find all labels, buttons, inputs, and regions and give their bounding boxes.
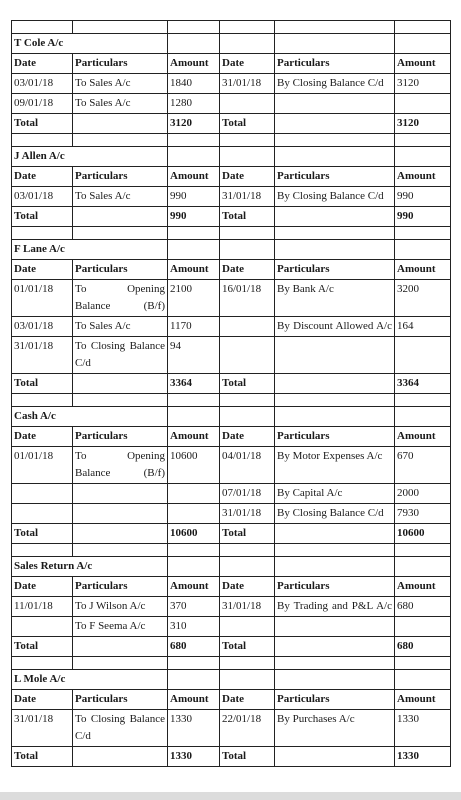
empty-cell xyxy=(168,240,220,260)
ledger-cell: 990 xyxy=(395,187,451,207)
total-row xyxy=(12,114,451,134)
ledger-cell xyxy=(220,317,275,337)
ledger-cell: 31/01/18 xyxy=(12,337,73,374)
ledger-cell: To Opening Balance (B/f) xyxy=(73,280,168,317)
total-amount: 3364 xyxy=(395,374,451,394)
total-amount: 990 xyxy=(395,207,451,227)
ledger-sheet xyxy=(11,20,450,767)
ledger-cell: 3120 xyxy=(395,74,451,94)
empty-cell xyxy=(275,407,395,427)
empty-cell xyxy=(220,240,275,260)
total-label: Total xyxy=(220,524,275,544)
ledger-cell: To Closing Balance C/d xyxy=(73,337,168,374)
ledger-table xyxy=(11,20,451,767)
ledger-cell xyxy=(220,337,275,374)
empty-cell xyxy=(275,747,395,767)
ledger-row xyxy=(12,617,451,637)
column-header-row xyxy=(12,690,451,710)
column-header: Amount xyxy=(168,167,220,187)
spacer-row xyxy=(12,21,451,34)
column-header: Amount xyxy=(168,690,220,710)
ledger-cell: By Closing Balance C/d xyxy=(275,74,395,94)
total-label: Total xyxy=(12,207,73,227)
total-label: Total xyxy=(12,114,73,134)
total-amount: 1330 xyxy=(168,747,220,767)
ledger-cell: To Sales A/c xyxy=(73,187,168,207)
ledger-cell: 1280 xyxy=(168,94,220,114)
empty-cell xyxy=(73,637,168,657)
column-header: Date xyxy=(12,690,73,710)
total-label: Total xyxy=(220,114,275,134)
total-amount: 680 xyxy=(395,637,451,657)
ledger-cell xyxy=(12,484,73,504)
ledger-row xyxy=(12,337,451,374)
ledger-cell: 2100 xyxy=(168,280,220,317)
ledger-cell: By Discount Allowed A/c xyxy=(275,317,395,337)
account-title-row xyxy=(12,670,451,690)
column-header: Particulars xyxy=(275,690,395,710)
ledger-cell: 07/01/18 xyxy=(220,484,275,504)
empty-cell xyxy=(73,114,168,134)
account-title-row xyxy=(12,147,451,167)
ledger-cell: 370 xyxy=(168,597,220,617)
total-label: Total xyxy=(12,747,73,767)
column-header: Date xyxy=(220,54,275,74)
empty-cell xyxy=(275,670,395,690)
column-header: Amount xyxy=(168,260,220,280)
empty-cell xyxy=(73,21,168,34)
ledger-cell: 3200 xyxy=(395,280,451,317)
empty-cell xyxy=(395,670,451,690)
ledger-cell xyxy=(168,504,220,524)
empty-cell xyxy=(73,227,168,240)
column-header: Particulars xyxy=(73,260,168,280)
account-title-row xyxy=(12,557,451,577)
column-header: Date xyxy=(12,54,73,74)
ledger-cell xyxy=(220,617,275,637)
column-header: Particulars xyxy=(275,427,395,447)
column-header: Particulars xyxy=(275,577,395,597)
column-header: Amount xyxy=(168,577,220,597)
ledger-cell xyxy=(73,484,168,504)
ledger-cell: 10600 xyxy=(168,447,220,484)
ledger-cell xyxy=(12,617,73,637)
account-title-row xyxy=(12,407,451,427)
ledger-cell: To Sales A/c xyxy=(73,94,168,114)
column-header: Date xyxy=(12,167,73,187)
total-amount: 3120 xyxy=(168,114,220,134)
empty-cell xyxy=(395,134,451,147)
column-header: Particulars xyxy=(73,54,168,74)
empty-cell xyxy=(275,134,395,147)
ledger-cell: 03/01/18 xyxy=(12,187,73,207)
empty-cell xyxy=(395,544,451,557)
empty-cell xyxy=(73,374,168,394)
ledger-cell: 04/01/18 xyxy=(220,447,275,484)
ledger-cell: By Trading and P&L A/c xyxy=(275,597,395,617)
empty-cell xyxy=(12,134,73,147)
empty-cell xyxy=(275,227,395,240)
empty-cell xyxy=(12,394,73,407)
empty-cell xyxy=(73,134,168,147)
ledger-cell: To F Seema A/c xyxy=(73,617,168,637)
empty-cell xyxy=(12,21,73,34)
ledger-cell: 1330 xyxy=(168,710,220,747)
ledger-cell: By Motor Expenses A/c xyxy=(275,447,395,484)
ledger-cell: 1330 xyxy=(395,710,451,747)
column-header: Date xyxy=(220,690,275,710)
ledger-cell: 11/01/18 xyxy=(12,597,73,617)
spacer-row xyxy=(12,544,451,557)
ledger-cell: By Capital A/c xyxy=(275,484,395,504)
column-header: Date xyxy=(12,260,73,280)
ledger-cell: 94 xyxy=(168,337,220,374)
empty-cell xyxy=(168,657,220,670)
empty-cell xyxy=(12,657,73,670)
empty-cell xyxy=(168,394,220,407)
empty-cell xyxy=(73,394,168,407)
account-title: J Allen A/c xyxy=(12,147,168,167)
total-label: Total xyxy=(12,524,73,544)
empty-cell xyxy=(73,544,168,557)
ledger-cell: 310 xyxy=(168,617,220,637)
total-row xyxy=(12,207,451,227)
ledger-cell: By Bank A/c xyxy=(275,280,395,317)
empty-cell xyxy=(395,407,451,427)
ledger-row xyxy=(12,280,451,317)
total-label: Total xyxy=(220,374,275,394)
ledger-cell xyxy=(168,484,220,504)
column-header: Particulars xyxy=(73,167,168,187)
empty-cell xyxy=(275,557,395,577)
column-header: Amount xyxy=(395,260,451,280)
total-label: Total xyxy=(12,637,73,657)
account-title-row xyxy=(12,34,451,54)
empty-cell xyxy=(395,147,451,167)
empty-cell xyxy=(275,207,395,227)
empty-cell xyxy=(220,394,275,407)
account-title: L Mole A/c xyxy=(12,670,168,690)
ledger-cell: 1840 xyxy=(168,74,220,94)
empty-cell xyxy=(275,637,395,657)
ledger-cell: 2000 xyxy=(395,484,451,504)
total-label: Total xyxy=(12,374,73,394)
ledger-row xyxy=(12,317,451,337)
empty-cell xyxy=(395,557,451,577)
ledger-cell: 03/01/18 xyxy=(12,317,73,337)
spacer-row xyxy=(12,657,451,670)
empty-cell xyxy=(220,407,275,427)
ledger-cell: 1170 xyxy=(168,317,220,337)
empty-cell xyxy=(220,657,275,670)
column-header: Date xyxy=(220,577,275,597)
ledger-cell xyxy=(220,94,275,114)
ledger-cell: 31/01/18 xyxy=(220,187,275,207)
column-header: Amount xyxy=(395,54,451,74)
column-header-row xyxy=(12,167,451,187)
window-bottom-edge xyxy=(0,792,461,800)
column-header: Particulars xyxy=(73,427,168,447)
total-label: Total xyxy=(220,637,275,657)
column-header: Particulars xyxy=(275,167,395,187)
empty-cell xyxy=(220,227,275,240)
ledger-cell: 7930 xyxy=(395,504,451,524)
total-row xyxy=(12,374,451,394)
ledger-cell: 31/01/18 xyxy=(220,74,275,94)
total-amount: 680 xyxy=(168,637,220,657)
column-header: Date xyxy=(12,427,73,447)
account-title: Sales Return A/c xyxy=(12,557,168,577)
empty-cell xyxy=(220,34,275,54)
empty-cell xyxy=(168,227,220,240)
empty-cell xyxy=(220,147,275,167)
ledger-cell: To Closing Balance C/d xyxy=(73,710,168,747)
ledger-cell: To Sales A/c xyxy=(73,74,168,94)
empty-cell xyxy=(275,147,395,167)
total-label: Total xyxy=(220,747,275,767)
ledger-cell: 31/01/18 xyxy=(12,710,73,747)
ledger-cell: 01/01/18 xyxy=(12,447,73,484)
column-header-row xyxy=(12,260,451,280)
column-header: Date xyxy=(220,427,275,447)
ledger-row xyxy=(12,447,451,484)
column-header: Date xyxy=(220,167,275,187)
empty-cell xyxy=(168,544,220,557)
column-header: Date xyxy=(220,260,275,280)
column-header: Amount xyxy=(395,577,451,597)
ledger-cell: To Sales A/c xyxy=(73,317,168,337)
total-amount: 10600 xyxy=(168,524,220,544)
empty-cell xyxy=(395,394,451,407)
empty-cell xyxy=(220,544,275,557)
empty-cell xyxy=(12,544,73,557)
ledger-row xyxy=(12,187,451,207)
empty-cell xyxy=(168,21,220,34)
empty-cell xyxy=(275,374,395,394)
total-amount: 1330 xyxy=(395,747,451,767)
ledger-cell: 01/01/18 xyxy=(12,280,73,317)
empty-cell xyxy=(395,21,451,34)
empty-cell xyxy=(168,407,220,427)
ledger-cell: To Opening Balance (B/f) xyxy=(73,447,168,484)
total-row xyxy=(12,747,451,767)
empty-cell xyxy=(220,670,275,690)
column-header: Particulars xyxy=(73,577,168,597)
ledger-cell: By Closing Balance C/d xyxy=(275,187,395,207)
empty-cell xyxy=(395,657,451,670)
column-header: Particulars xyxy=(73,690,168,710)
column-header: Particulars xyxy=(275,260,395,280)
empty-cell xyxy=(73,747,168,767)
ledger-cell: 670 xyxy=(395,447,451,484)
column-header: Date xyxy=(12,577,73,597)
account-title: F Lane A/c xyxy=(12,240,168,260)
empty-cell xyxy=(220,134,275,147)
total-amount: 10600 xyxy=(395,524,451,544)
total-amount: 990 xyxy=(168,207,220,227)
account-title: Cash A/c xyxy=(12,407,168,427)
column-header-row xyxy=(12,54,451,74)
empty-cell xyxy=(168,34,220,54)
ledger-row xyxy=(12,94,451,114)
ledger-cell xyxy=(275,617,395,637)
empty-cell xyxy=(395,34,451,54)
column-header: Amount xyxy=(395,427,451,447)
empty-cell xyxy=(275,114,395,134)
column-header-row xyxy=(12,427,451,447)
ledger-cell: 16/01/18 xyxy=(220,280,275,317)
total-amount: 3364 xyxy=(168,374,220,394)
ledger-cell: 09/01/18 xyxy=(12,94,73,114)
total-label: Total xyxy=(220,207,275,227)
ledger-cell: 31/01/18 xyxy=(220,504,275,524)
total-row xyxy=(12,524,451,544)
ledger-cell xyxy=(12,504,73,524)
empty-cell xyxy=(220,557,275,577)
ledger-cell: By Closing Balance C/d xyxy=(275,504,395,524)
total-row xyxy=(12,637,451,657)
empty-cell xyxy=(73,207,168,227)
spacer-row xyxy=(12,394,451,407)
ledger-row xyxy=(12,484,451,504)
empty-cell xyxy=(12,227,73,240)
ledger-cell: 680 xyxy=(395,597,451,617)
ledger-cell: 22/01/18 xyxy=(220,710,275,747)
empty-cell xyxy=(168,557,220,577)
account-title: T Cole A/c xyxy=(12,34,168,54)
ledger-cell: To J Wilson A/c xyxy=(73,597,168,617)
spacer-row xyxy=(12,227,451,240)
empty-cell xyxy=(275,544,395,557)
empty-cell xyxy=(395,227,451,240)
ledger-row xyxy=(12,504,451,524)
column-header: Amount xyxy=(168,54,220,74)
empty-cell xyxy=(168,670,220,690)
empty-cell xyxy=(275,524,395,544)
empty-cell xyxy=(275,34,395,54)
empty-cell xyxy=(73,524,168,544)
ledger-cell xyxy=(395,337,451,374)
empty-cell xyxy=(275,394,395,407)
ledger-row xyxy=(12,74,451,94)
empty-cell xyxy=(73,657,168,670)
empty-cell xyxy=(275,21,395,34)
ledger-cell xyxy=(275,337,395,374)
ledger-cell: 990 xyxy=(168,187,220,207)
ledger-row xyxy=(12,710,451,747)
ledger-cell xyxy=(275,94,395,114)
total-amount: 3120 xyxy=(395,114,451,134)
empty-cell xyxy=(275,657,395,670)
empty-cell xyxy=(168,134,220,147)
column-header: Amount xyxy=(168,427,220,447)
ledger-cell: 164 xyxy=(395,317,451,337)
ledger-cell xyxy=(395,617,451,637)
ledger-row xyxy=(12,597,451,617)
column-header: Amount xyxy=(395,167,451,187)
column-header: Amount xyxy=(395,690,451,710)
ledger-cell xyxy=(73,504,168,524)
column-header: Particulars xyxy=(275,54,395,74)
ledger-body xyxy=(12,21,451,767)
empty-cell xyxy=(168,147,220,167)
empty-cell xyxy=(275,240,395,260)
spacer-row xyxy=(12,134,451,147)
empty-cell xyxy=(395,240,451,260)
column-header-row xyxy=(12,577,451,597)
account-title-row xyxy=(12,240,451,260)
ledger-cell xyxy=(395,94,451,114)
ledger-cell: 31/01/18 xyxy=(220,597,275,617)
empty-cell xyxy=(220,21,275,34)
ledger-cell: By Purchases A/c xyxy=(275,710,395,747)
ledger-cell: 03/01/18 xyxy=(12,74,73,94)
